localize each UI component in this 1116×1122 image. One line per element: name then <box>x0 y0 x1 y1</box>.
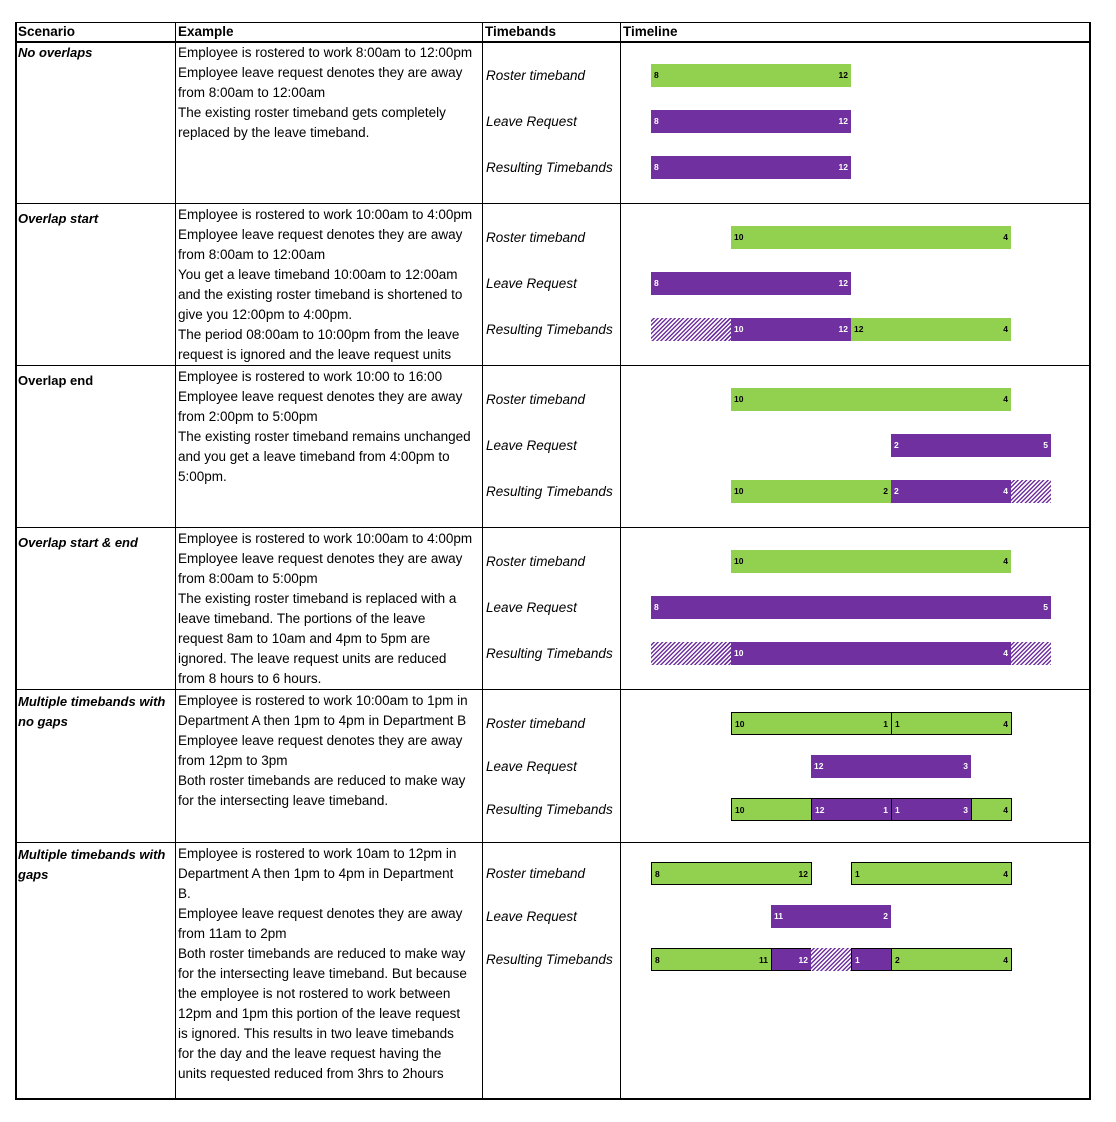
timeband-label-result: Resulting Timebands <box>486 802 613 817</box>
result-roster-bar: 8 11 <box>651 948 772 971</box>
leave-request-bar: 8 12 <box>651 272 851 295</box>
example-text: Employee is rostered to work 10am to 12pm in Department A then 1pm to 4pm in Department B. Employee leave request denotes they are away from 11am to 2pm Both roster timebands are reduced to make way for the intersecting leave timeband. But because the employee is not rostered to work between 12pm and 1pm this portion of the leave request is ignored. This results in two leave timebands for the day and the leave request having the units requested reduced from 3hrs to 2hours <box>178 846 467 1081</box>
leave-request-bar: 11 2 <box>771 905 891 928</box>
roster-timeband-bar: 10 4 <box>731 550 1011 573</box>
table-border-bottom <box>15 1098 1091 1100</box>
result-roster-bar: 10 2 <box>731 480 891 503</box>
example-text: Employee is rostered to work 10:00am to 4:00pm Employee leave request denotes they are away from 8:00am to 12:00am You get a leave timeband 10:00am to 12:00am and the existing roster timeband is shortened to give you 12:00pm to 4:00pm. The period 08:00am to 10:00pm from the leave request is ignored and the leave request units <box>178 207 473 362</box>
leave-request-bar: 12 3 <box>811 755 971 778</box>
roster-timeband-bar: 1 4 <box>851 862 1012 885</box>
result-leave-bar: 12 <box>771 948 812 971</box>
timeband-label-leave: Leave Request <box>486 600 577 615</box>
scenario-name: Overlap start <box>18 211 99 226</box>
result-roster-bar: 10 <box>731 798 812 821</box>
roster-timeband-bar: 8 12 <box>651 862 812 885</box>
result-leave-bar: 1 <box>851 948 892 971</box>
row-divider <box>15 689 1091 690</box>
result-leave-bar: 8 12 <box>651 156 851 179</box>
header-divider <box>15 41 1091 43</box>
timeband-label-roster: Roster timeband <box>486 392 586 407</box>
result-leave-bar: 12 1 <box>811 798 892 821</box>
timeband-label-roster: Roster timeband <box>486 230 586 245</box>
result-roster-bar: 2 4 <box>891 948 1012 971</box>
timeband-label-roster: Roster timeband <box>486 554 586 569</box>
scenario-name: Overlap end <box>18 373 94 388</box>
roster-timeband-bar: 10 4 <box>731 226 1011 249</box>
ignored-leave-portion <box>1011 480 1051 503</box>
leave-request-bar: 2 5 <box>891 434 1051 457</box>
header-scenario: Scenario <box>18 24 76 39</box>
timeband-label-result: Resulting Timebands <box>486 322 613 337</box>
timeband-label-roster: Roster timeband <box>486 68 586 83</box>
timeband-label-result: Resulting Timebands <box>486 484 613 499</box>
timeband-label-leave: Leave Request <box>486 276 577 291</box>
example-text: Employee is rostered to work 10:00 to 16:00 Employee leave request denotes they are away from 2:00pm to 5:00pm The existing roster timeband remains unchanged and you get a leave timeband from 4:00pm to 5:00pm. <box>178 369 471 484</box>
scenario-name: Multiple timebands with no gaps <box>18 694 166 729</box>
table-border-right <box>1089 22 1091 1100</box>
timeband-label-result: Resulting Timebands <box>486 952 613 967</box>
result-leave-bar: 1 3 <box>891 798 972 821</box>
roster-timeband-bar: 10 4 <box>731 388 1011 411</box>
leave-request-bar: 8 12 <box>651 110 851 133</box>
timeband-label-leave: Leave Request <box>486 114 577 129</box>
scenario-name: No overlaps <box>18 45 93 60</box>
timeband-label-leave: Leave Request <box>486 759 577 774</box>
row-divider <box>15 842 1091 843</box>
row-divider <box>15 527 1091 528</box>
column-divider <box>620 22 621 1100</box>
result-leave-bar: 10 12 <box>731 318 851 341</box>
timeband-label-result: Resulting Timebands <box>486 646 613 661</box>
ignored-leave-portion <box>1011 642 1051 665</box>
result-leave-bar: 10 4 <box>731 642 1011 665</box>
timeband-label-roster: Roster timeband <box>486 716 586 731</box>
example-text: Employee is rostered to work 10:00am to 4:00pm Employee leave request denotes they are away from 8:00am to 5:00pm The existing roster timeband is replaced with a leave timeband. The portions of the leave request 8am to 10am and 4pm to 5pm are ignored. The leave request units are reduced from 8 hours to 6 hours. <box>178 531 473 686</box>
header-example: Example <box>178 24 234 39</box>
example-text: Employee is rostered to work 10:00am to 1pm in Department A then 1pm to 4pm in Department B Employee leave request denotes they are away from 12pm to 3pm Both roster timebands are reduced to make way for the intersecting leave timeband. <box>178 693 468 808</box>
roster-timeband-bar: 1 4 <box>891 712 1012 735</box>
table-border-left <box>15 22 17 1100</box>
roster-timeband-bar: 8 12 <box>651 64 851 87</box>
column-divider <box>175 22 176 1100</box>
result-roster-bar: 4 <box>971 798 1012 821</box>
scenario-name: Multiple timebands with gaps <box>18 847 166 882</box>
timeband-label-leave: Leave Request <box>486 909 577 924</box>
ignored-leave-portion <box>651 642 731 665</box>
leave-request-bar: 8 5 <box>651 596 1051 619</box>
scenario-table <box>15 22 1091 1100</box>
example-text: Employee is rostered to work 8:00am to 12:00pm Employee leave request denotes they are away from 8:00am to 12:00am The existing roster timeband gets completely replaced by the leave timeband. <box>178 45 473 140</box>
row-divider <box>15 365 1091 366</box>
timeband-label-result: Resulting Timebands <box>486 160 613 175</box>
ignored-leave-portion <box>811 948 851 971</box>
row-divider <box>15 203 1091 204</box>
header-timebands: Timebands <box>485 24 557 39</box>
roster-timeband-bar: 10 1 <box>731 712 892 735</box>
header-timeline: Timeline <box>623 24 678 39</box>
timeband-label-roster: Roster timeband <box>486 866 586 881</box>
scenario-name: Overlap start & end <box>18 535 138 550</box>
timeband-label-leave: Leave Request <box>486 438 577 453</box>
result-leave-bar: 2 4 <box>891 480 1011 503</box>
result-roster-bar: 12 4 <box>851 318 1011 341</box>
ignored-leave-portion <box>651 318 731 341</box>
